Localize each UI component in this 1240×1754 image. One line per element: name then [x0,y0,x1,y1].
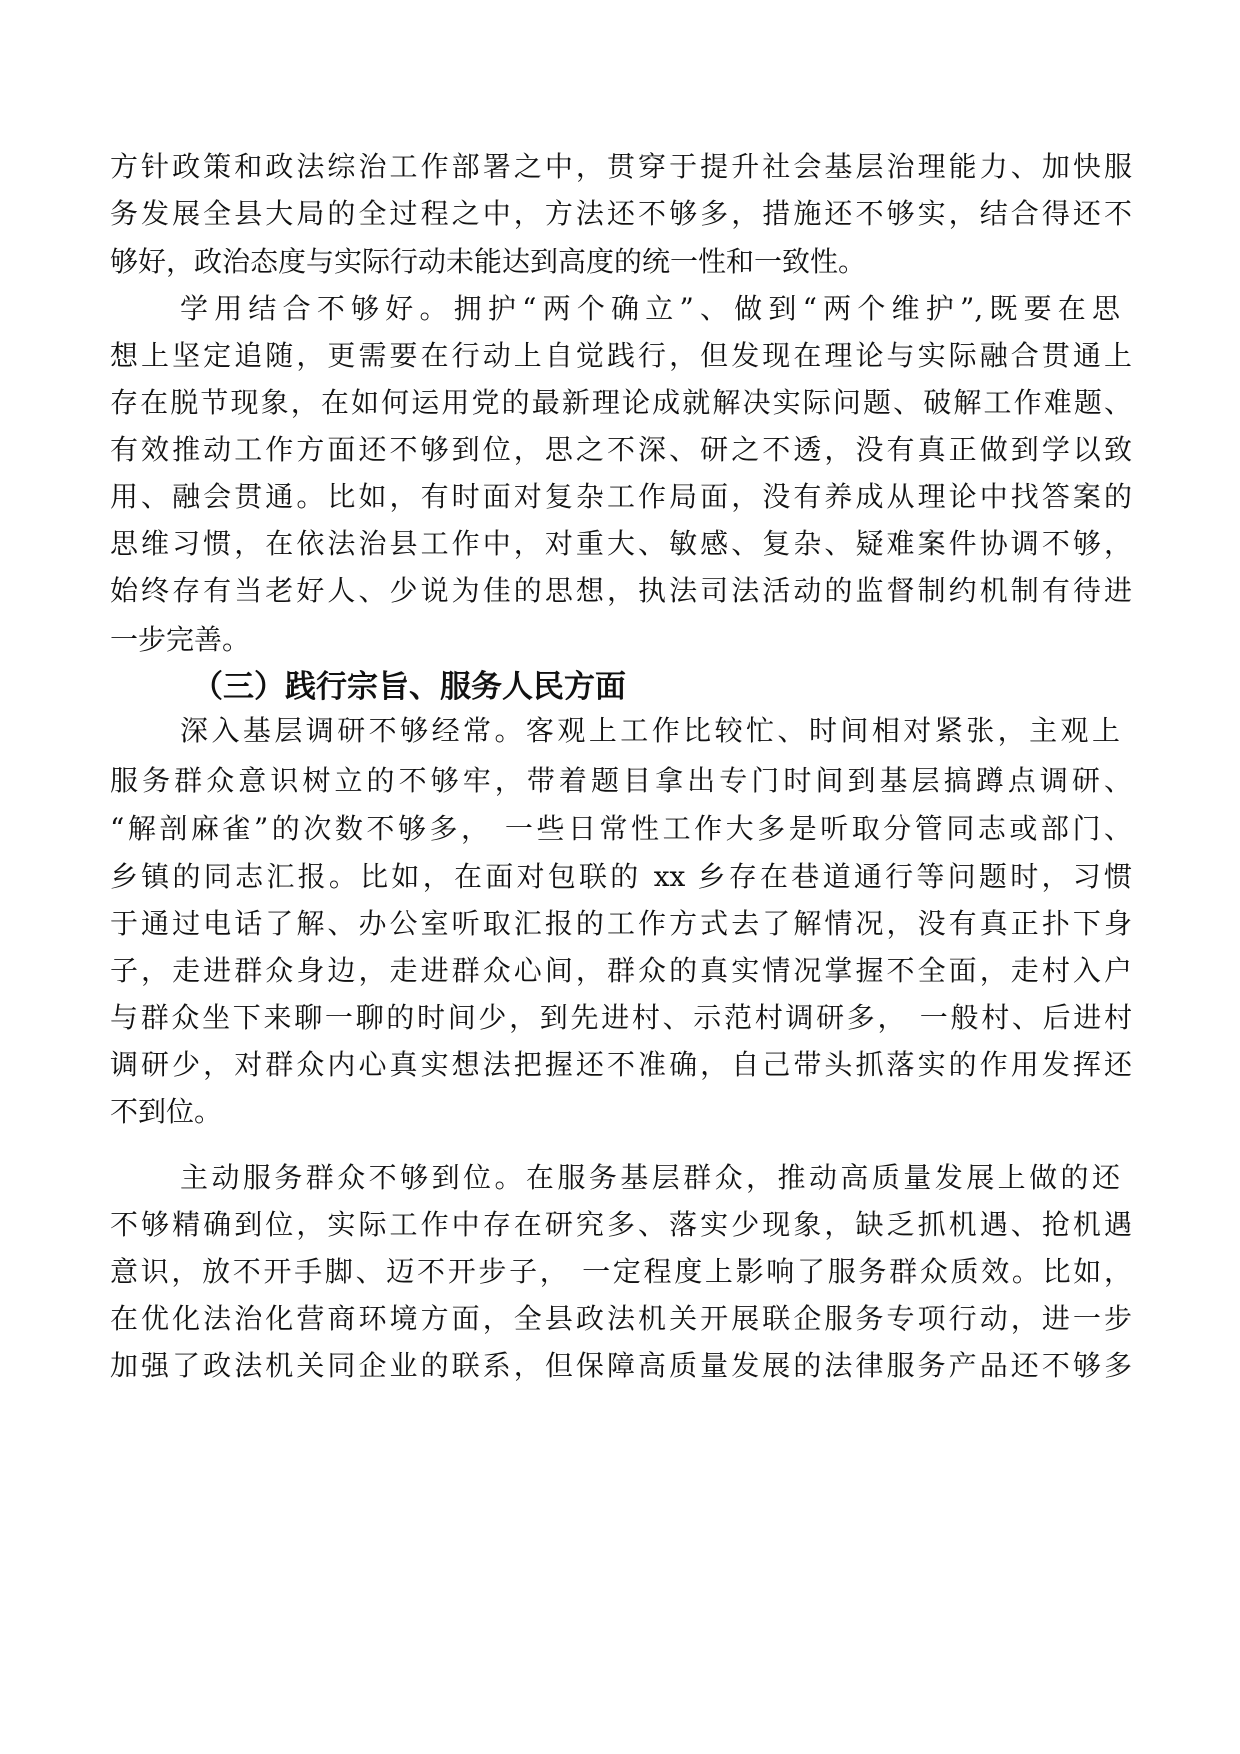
section-heading: （三）践行宗旨、服务人民方面 [192,669,626,705]
text-line: 意识，放不开手脚、迈不开步子， 一定程度上影响了服务群众质效。比如， [110,1255,1132,1288]
text-line: “解剖麻雀”的次数不够多， 一些日常性工作大多是听取分管同志或部门、 [110,812,1132,845]
text-line: 不到位。 [110,1095,223,1128]
text-line: 想上坚定追随，更需要在行动上自觉践行，但发现在理论与实际融合贯通上 [110,339,1132,372]
text-line: 始终存有当老好人、少说为佳的思想，执法司法活动的监督制约机制有待进 [110,574,1132,607]
text-line: 调研少，对群众内心真实想法把握还不准确，自己带头抓落实的作用发挥还 [110,1048,1132,1081]
text-line: 够好，政治态度与实际行动未能达到高度的统一性和一致性。 [110,245,867,278]
text-line: 存在脱节现象，在如何运用党的最新理论成就解决实际问题、破解工作难题、 [110,386,1132,419]
text-line: 乡镇的同志汇报。比如，在面对包联的 xx 乡存在巷道通行等问题时，习惯 [110,860,1132,893]
text-line: 在优化法治化营商环境方面，全县政法机关开展联企服务专项行动，进一步 [110,1302,1132,1335]
text-line: 一步完善。 [110,623,251,656]
text-line: 用、融会贯通。比如，有时面对复杂工作局面，没有养成从理论中找答案的 [110,480,1132,513]
text-line: 于通过电话了解、办公室听取汇报的工作方式去了解情况，没有真正扑下身 [110,907,1132,940]
text-line: 务发展全县大局的全过程之中，方法还不够多，措施还不够实，结合得还不 [110,197,1132,230]
text-line: 服务群众意识树立的不够牢，带着题目拿出专门时间到基层搞蹲点调研、 [110,764,1132,797]
text-line: 有效推动工作方面还不够到位，思之不深、研之不透，没有真正做到学以致 [110,433,1132,466]
text-line: 方针政策和政法综治工作部署之中，贯穿于提升社会基层治理能力、加快服 [110,150,1132,183]
text-line: 思维习惯，在依法治县工作中，对重大、敏感、复杂、疑难案件协调不够， [110,527,1132,560]
text-line: 子，走进群众身边，走进群众心间，群众的真实情况掌握不全面，走村入户 [110,954,1132,987]
text-line: 与群众坐下来聊一聊的时间少，到先进村、示范村调研多， 一般村、后进村 [110,1001,1132,1034]
text-line: 深入基层调研不够经常。客观上工作比较忙、时间相对紧张，主观上 [180,714,1120,747]
text-line: 加强了政法机关同企业的联系，但保障高质量发展的法律服务产品还不够多 [110,1349,1132,1382]
text-line: 不够精确到位，实际工作中存在研究多、落实少现象，缺乏抓机遇、抢机遇 [110,1208,1132,1241]
text-line: 学用结合不够好。拥护“两个确立”、做到“两个维护”,既要在思 [180,292,1120,325]
text-line: 主动服务群众不够到位。在服务基层群众，推动高质量发展上做的还 [180,1161,1120,1194]
